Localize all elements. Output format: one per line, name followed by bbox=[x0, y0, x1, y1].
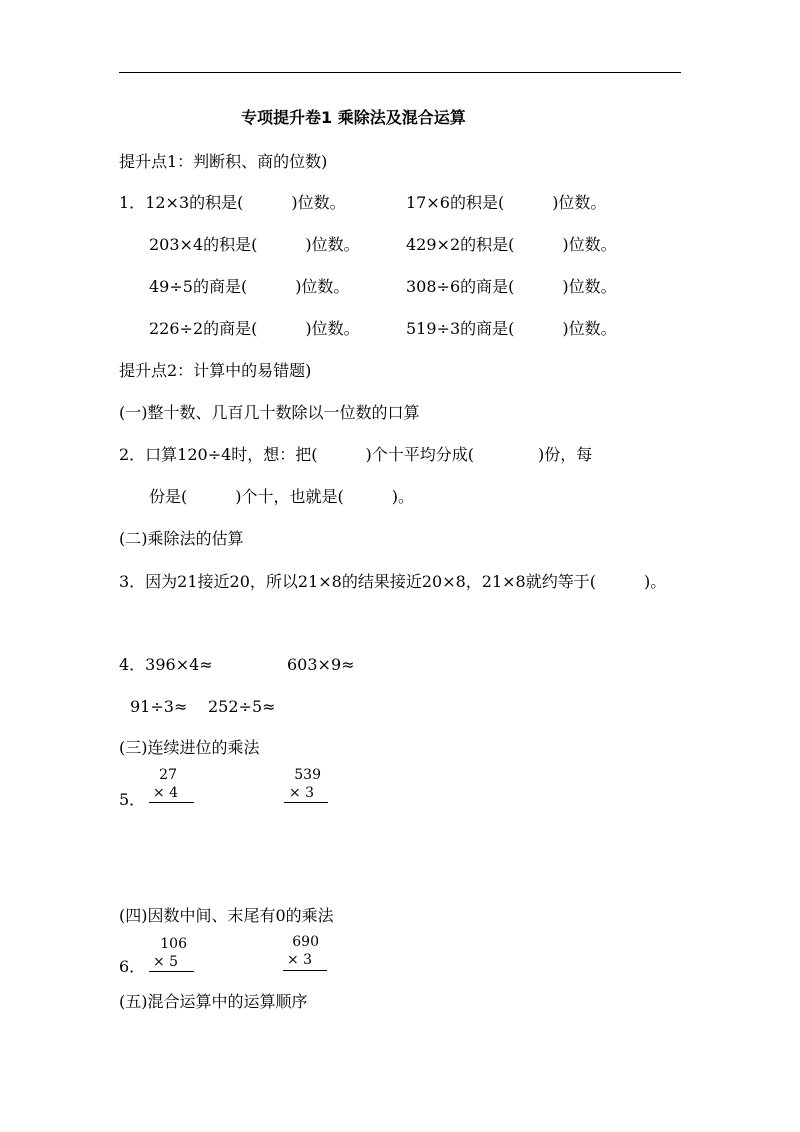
q5-p1-multiplier: × 4 bbox=[153, 785, 179, 801]
q6-p2-multiplicand: 690 bbox=[292, 934, 319, 950]
q1-row-1 bbox=[119, 193, 719, 213]
q2-line-2: 份是( )个十，也就是( )。 bbox=[149, 487, 414, 506]
q5-p2-underline bbox=[284, 802, 328, 803]
q5-p2-multiplier: × 3 bbox=[289, 785, 315, 801]
q1-item-3a: 49÷5的商是( )位数。 bbox=[149, 277, 350, 296]
q1-item-4b: 519÷3的商是( )位数。 bbox=[406, 319, 617, 338]
q5-p1-multiplicand: 27 bbox=[159, 767, 177, 783]
q5-problem-1 bbox=[151, 766, 193, 802]
q3-text: 3．因为21接近20，所以21×8的结果接近20×8，21×8就约等于( )。 bbox=[119, 572, 667, 591]
q1-row-2 bbox=[149, 235, 749, 255]
q1-item-1b: 17×6的积是( )位数。 bbox=[406, 193, 607, 212]
q6-p1-multiplier: × 5 bbox=[153, 954, 179, 970]
q5-problem-2 bbox=[287, 766, 327, 802]
section-3-heading: (三)连续进位的乘法 bbox=[119, 738, 260, 757]
point-1-heading: 提升点1：判断积、商的位数) bbox=[119, 152, 328, 171]
q4-item-b: 603×9≈ bbox=[287, 655, 355, 674]
q1-item-1a: 12×3的积是( )位数。 bbox=[145, 193, 346, 212]
section-1-heading: (一)整十数、几百几十数除以一位数的口算 bbox=[119, 403, 420, 422]
q1-item-2b: 429×2的积是( )位数。 bbox=[406, 235, 617, 254]
q4-item-d: 252÷5≈ bbox=[208, 697, 276, 716]
q1-item-3b: 308÷6的商是( )位数。 bbox=[406, 277, 617, 296]
q5-number: 5． bbox=[119, 790, 146, 809]
q4-item-c: 91÷3≈ bbox=[130, 697, 188, 716]
q6-p1-multiplicand: 106 bbox=[160, 936, 187, 952]
q6-p1-underline bbox=[149, 971, 194, 972]
q1-number: 1． bbox=[119, 193, 146, 212]
q6-problem-1 bbox=[151, 935, 193, 971]
q1-item-2a: 203×4的积是( )位数。 bbox=[149, 235, 360, 254]
q5-p1-underline bbox=[149, 802, 194, 803]
q4-item-a: 4．396×4≈ bbox=[119, 655, 213, 674]
q6-p2-multiplier: × 3 bbox=[287, 952, 313, 968]
q6-p2-underline bbox=[283, 970, 327, 971]
page-title: 专项提升卷1 乘除法及混合运算 bbox=[241, 108, 466, 127]
q1-row-3 bbox=[149, 277, 749, 297]
q2-line-1: 2．口算120÷4时，想：把( )个十平均分成( )份，每 bbox=[119, 445, 593, 464]
header-rule bbox=[119, 72, 681, 73]
q6-problem-2 bbox=[285, 933, 327, 969]
point-2-heading: 提升点2：计算中的易错题) bbox=[119, 361, 312, 380]
q6-number: 6． bbox=[119, 957, 146, 976]
q1-row-4 bbox=[149, 319, 749, 339]
section-4-heading: (四)因数中间、末尾有0的乘法 bbox=[119, 906, 334, 925]
q5-p2-multiplicand: 539 bbox=[294, 767, 321, 783]
section-5-heading: (五)混合运算中的运算顺序 bbox=[119, 992, 308, 1011]
section-2-heading: (二)乘除法的估算 bbox=[119, 529, 244, 548]
q1-item-4a: 226÷2的商是( )位数。 bbox=[149, 319, 360, 338]
